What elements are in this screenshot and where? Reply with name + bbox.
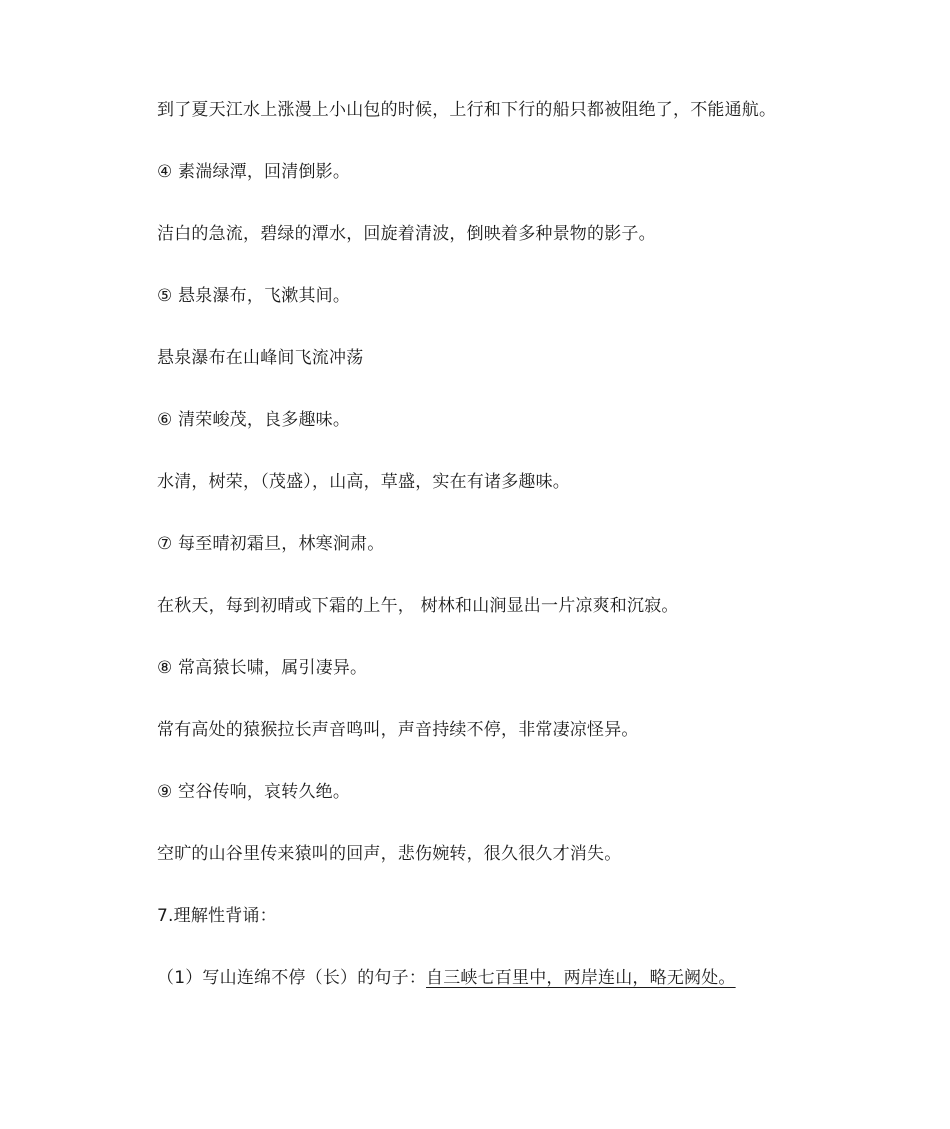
source-sentence-4: ④ 素湍绿潭，回清倒影。 [157, 162, 351, 182]
translation-line: 洁白的急流，碧绿的潭水，回旋着清波，倒映着多种景物的影子。 [157, 224, 656, 244]
translation-line: 到了夏天江水上涨漫上小山包的时候，上行和下行的船只都被阻绝了，不能通航。 [157, 100, 777, 120]
translation-line: 常有高处的猿猴拉长声音鸣叫，声音持续不停，非常凄凉怪异。 [157, 720, 639, 740]
section-heading: 7.理解性背诵： [157, 906, 277, 926]
translation-line: 空旷的山谷里传来猿叫的回声，悲伤婉转，很久很久才消失。 [157, 844, 622, 864]
source-sentence-8: ⑧ 常高猿长啸，属引凄异。 [157, 658, 368, 678]
translation-line: 水清，树荣，（茂盛），山高，草盛，实在有诸多趣味。 [157, 472, 570, 492]
source-sentence-9: ⑨ 空谷传响，哀转久绝。 [157, 782, 351, 802]
source-sentence-7: ⑦ 每至晴初霜旦，林寒涧肃。 [157, 534, 385, 554]
translation-line: 在秋天，每到初晴或下霜的上午， 树林和山涧显出一片凉爽和沉寂。 [157, 596, 679, 616]
question-prompt: （1）写山连绵不停（长）的句子： [157, 968, 427, 988]
translation-line: 悬泉瀑布在山峰间飞流冲荡 [157, 348, 364, 368]
source-sentence-5: ⑤ 悬泉瀑布，飞漱其间。 [157, 286, 351, 306]
source-sentence-6: ⑥ 清荣峻茂，良多趣味。 [157, 410, 351, 430]
question-answer: 自三峡七百里中，两岸连山，略无阙处。 [426, 968, 736, 988]
question-line [157, 966, 736, 990]
